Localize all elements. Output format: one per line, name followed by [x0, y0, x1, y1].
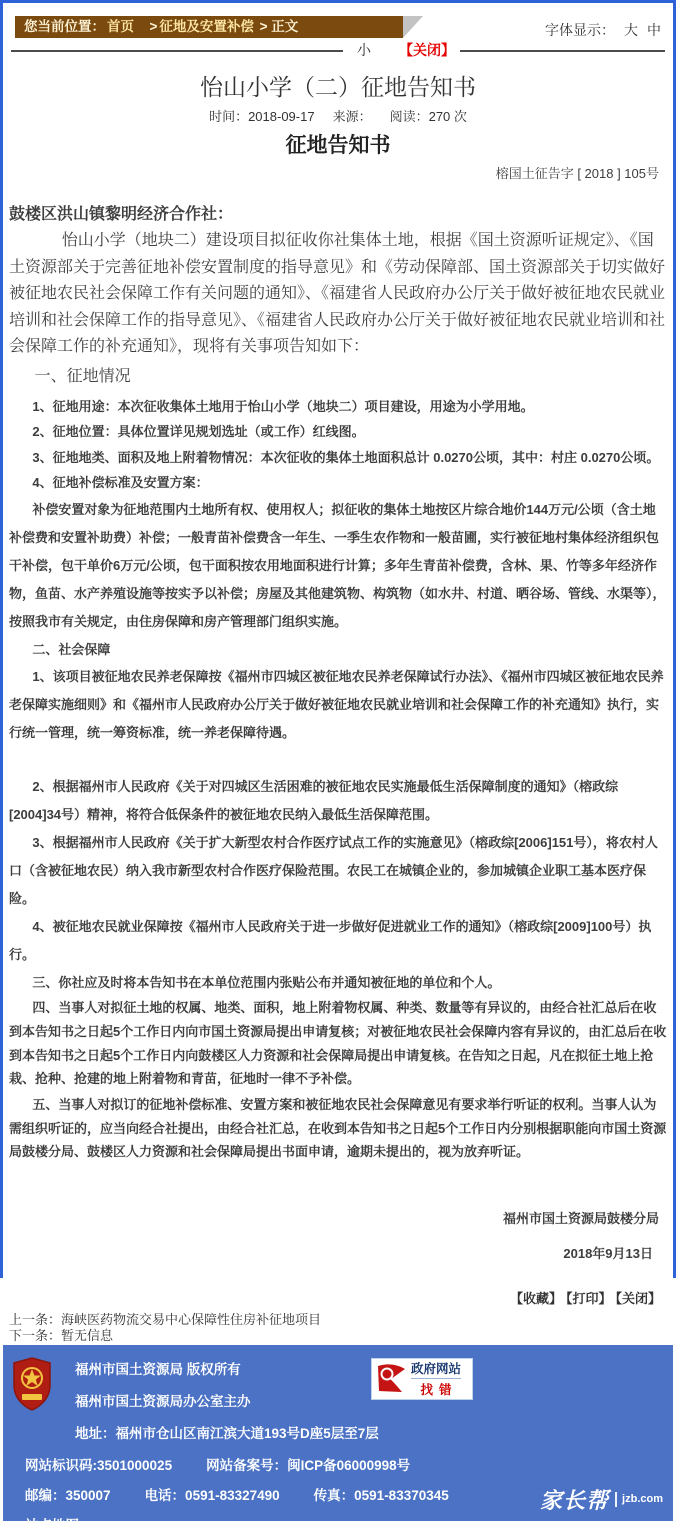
- footer-organizer: 福州市国土资源局办公室主办: [75, 1393, 251, 1409]
- footer-postcode: 邮编：350007: [25, 1487, 111, 1503]
- breadcrumb-bar: [15, 16, 403, 38]
- font-size-control: [545, 20, 661, 40]
- breadcrumb-separator: >: [255, 19, 272, 34]
- document-number: 榕国土征告字 [ 2018 ] 105号: [495, 166, 659, 181]
- breadcrumb: [15, 16, 423, 38]
- section-3-paragraph: 三、你社应及时将本告知书在本单位范围内张贴公布并通知被征地的单位和个人。: [32, 974, 501, 990]
- paragraph-pension: 1、该项目被征地农民养老保障按《福州市四城区被征地农民养老保障试行办法》、《福州市四城区被征地农民养老保障实施细则》和《福州市人民政府办公厅关于做好被征地农民就业培训和社会保障工作的补充通知》执行，实行统一管理，统一筹资标准，统一养老保障待遇。: [9, 669, 664, 741]
- paragraph-medical: 3、根据福州市人民政府《关于扩大新型农村合作医疗试点工作的实施意见》（榕政综[2006]151号），将农村人口（含被征地农民）纳入我市新型农村合作医疗保险范围。农民工在城镇企业的，参加城镇企业职工基本医疗保险。: [9, 835, 658, 906]
- footer-site-code: 网站标识码:3501000025: [25, 1457, 173, 1473]
- breadcrumb-section-link[interactable]: 征地及安置补偿: [159, 19, 254, 34]
- font-size-medium-button[interactable]: 中: [647, 22, 661, 38]
- signature-date: 2018年9月13日: [563, 1246, 653, 1261]
- prev-article-link[interactable]: 海峡医药物流交易中心保障性住房补征地项目: [61, 1312, 322, 1327]
- article-action-bar: [9, 1288, 661, 1307]
- next-label: 下一条：: [9, 1328, 62, 1344]
- article-meta: [9, 106, 667, 125]
- close-page-button[interactable]: 【关闭】: [399, 42, 455, 58]
- footer-icp: 网站备案号：闽ICP备06000998号: [206, 1457, 411, 1473]
- watermark-divider: [615, 1492, 617, 1507]
- footer-fax: 传真：0591-83370345: [313, 1487, 449, 1503]
- close-article-button[interactable]: 【关闭】: [615, 1291, 661, 1306]
- breadcrumb-tail-decoration: [403, 16, 423, 38]
- page-header: [3, 3, 673, 57]
- breadcrumb-current: 正文: [271, 19, 299, 34]
- font-size-small-button[interactable]: 小: [357, 42, 371, 58]
- jzb-watermark: [540, 1484, 663, 1515]
- document-title: 征地告知书: [285, 133, 391, 157]
- salutation: 鼓楼区洪山镇黎明经济合作社：: [9, 206, 234, 223]
- prev-label: 上一条：: [9, 1312, 62, 1327]
- font-size-label: 字体显示：: [545, 22, 615, 38]
- footer-info: [3, 1345, 673, 1442]
- error-badge-title: 政府网站: [411, 1359, 461, 1379]
- paragraph-compensation-detail: 补偿安置对象为征地范围内土地所有权、使用权人；拟征收的集体土地按区片综合地价144万元/公顷（含土地补偿费和安置补助费）补偿；一般青苗补偿费含一年生、一季生农作物和一般苗圃，实行被征地村集体经济组织包干补偿，包干单价6万元/公顷，包干面积按农用地面积进行计算；多年生青苗补偿费，含林、果、竹等多年经济作物，鱼苗、水产养殖设施等按实予以补偿；房屋及其他建筑物、构筑物（如水井、村道、晒谷场、管线、水渠等），按照我市有关规定，由住房保障和房产管理部门组织实施。: [9, 502, 666, 630]
- error-report-magnifier-icon: [376, 1363, 408, 1395]
- header-divider: [11, 50, 665, 52]
- next-article-row: [9, 1328, 667, 1344]
- paragraph-minimum-living: 2、根据福州市人民政府《关于对四城区生活困难的被征地农民实施最低生活保障制度的通知》（榕政综[2004]34号）精神，将符合低保条件的被征地农民纳入最低生活保障范围。: [9, 779, 619, 823]
- watermark-domain: jzb.com: [622, 1493, 663, 1505]
- intro-paragraph: 怡山小学（地块二）建设项目拟征收你社集体土地，根据《国土资源听证规定》、《国土资源部关于完善征地补偿安置制度的指导意见》和《劳动保障部、国土资源部关于切实做好被征地农民社会保障工作有关问题的通知》、《福建省人民政府办公厅关于做好被征地农民就业培训和社会保障工作的指导意见》、《福建省人民政府办公厅关于做好被征地农民就业培训和社会保障工作的补充通知》，现将有关事项告知如下：: [9, 232, 666, 355]
- error-badge-text: [411, 1359, 461, 1398]
- gov-site-error-report-badge[interactable]: [371, 1358, 473, 1400]
- article-title: 怡山小学（二）征地告知书: [200, 74, 476, 100]
- footer-copyright: 福州市国土资源局 版权所有: [75, 1361, 241, 1377]
- paragraph-land-area: 3、征地地类、面积及地上附着物情况：本次征收的集体土地面积总计 0.0270公顷，其中：村庄 0.0270公顷。: [32, 449, 660, 465]
- section-4-paragraph: 四、当事人对拟征土地的权属、地类、面积，地上附着物权属、种类、数量等有异议的，由经合社汇总后在收到本告知书之日起5个工作日内向市国土资源局提出申请复核；对被征地农民社会保障内容有异议的，由汇总后在收到本告知书之日起5个工作日内向鼓楼区人力资源和社会保障局提出申请复核。在告知之日起，凡在拟征土地上抢栽、抢种、抢建的地上附着物和青苗，征地时一律不予补偿。: [9, 1000, 667, 1087]
- print-button[interactable]: 【打印】: [565, 1291, 612, 1306]
- error-badge-subtitle: 找错: [420, 1383, 458, 1397]
- paragraph-compensation-heading: 4、征地补偿标准及安置方案：: [32, 474, 209, 490]
- government-agency-badge-icon: [11, 1357, 53, 1411]
- next-article-value: 暂无信息: [61, 1328, 114, 1344]
- font-size-control-row2: [343, 40, 460, 60]
- paragraph-land-use: 1、征地用途：本次征收集体土地用于怡山小学（地块二）项目建设，用途为小学用地。: [32, 398, 534, 414]
- footer-address: 地址：福州市仓山区南江滨大道193号D座5层至7层: [75, 1425, 379, 1441]
- prev-next-navigation: [9, 1312, 667, 1345]
- article-source: 来源：: [332, 109, 372, 124]
- breadcrumb-separator: >: [136, 19, 158, 34]
- prev-article-row: [9, 1312, 667, 1328]
- breadcrumb-home-link[interactable]: 首页: [107, 19, 134, 34]
- page-footer: [3, 1345, 673, 1533]
- footer-sitemap-row: [25, 1514, 673, 1534]
- breadcrumb-label: 您当前位置：: [24, 19, 105, 34]
- article-time: 时间：2018-09-17: [209, 109, 315, 124]
- watermark-brand: 家长帮: [540, 1487, 610, 1513]
- font-size-large-button[interactable]: 大: [624, 22, 638, 38]
- article-views: 阅读：270 次: [389, 109, 467, 124]
- article: [3, 57, 673, 1345]
- paragraph-employment: 4、被征地农民就业保障按《福州市人民政府关于进一步做好促进就业工作的通知》（榕政综[2009]100号）执行。: [9, 918, 652, 962]
- section-1-heading: 一、征地情况: [34, 368, 131, 386]
- paragraph-land-location: 2、征地位置：具体位置详见规划选址（或工作）红线图。: [32, 424, 365, 440]
- section-2-heading: 二、社会保障: [32, 641, 111, 657]
- favorite-button[interactable]: 【收藏】: [509, 1291, 562, 1306]
- sitemap-link[interactable]: 站点地图: [25, 1517, 79, 1533]
- signature-organization: 福州市国土资源局鼓楼分局: [502, 1211, 659, 1226]
- footer-phone: 电话：0591-83327490: [144, 1487, 280, 1503]
- footer-site-ids: [25, 1454, 673, 1474]
- section-5-paragraph: 五、当事人对拟订的征地补偿标准、安置方案和被征地农民社会保障意见有要求举行听证的权利。当事人认为需组织听证的，应当向经合社提出，由经合社汇总，在收到本告知书之日起5个工作日内分别根据职能向市国土资源局鼓楼分局、鼓楼区人力资源和社会保障局提出书面申请，逾期未提出的，视为放弃听证。: [9, 1097, 667, 1160]
